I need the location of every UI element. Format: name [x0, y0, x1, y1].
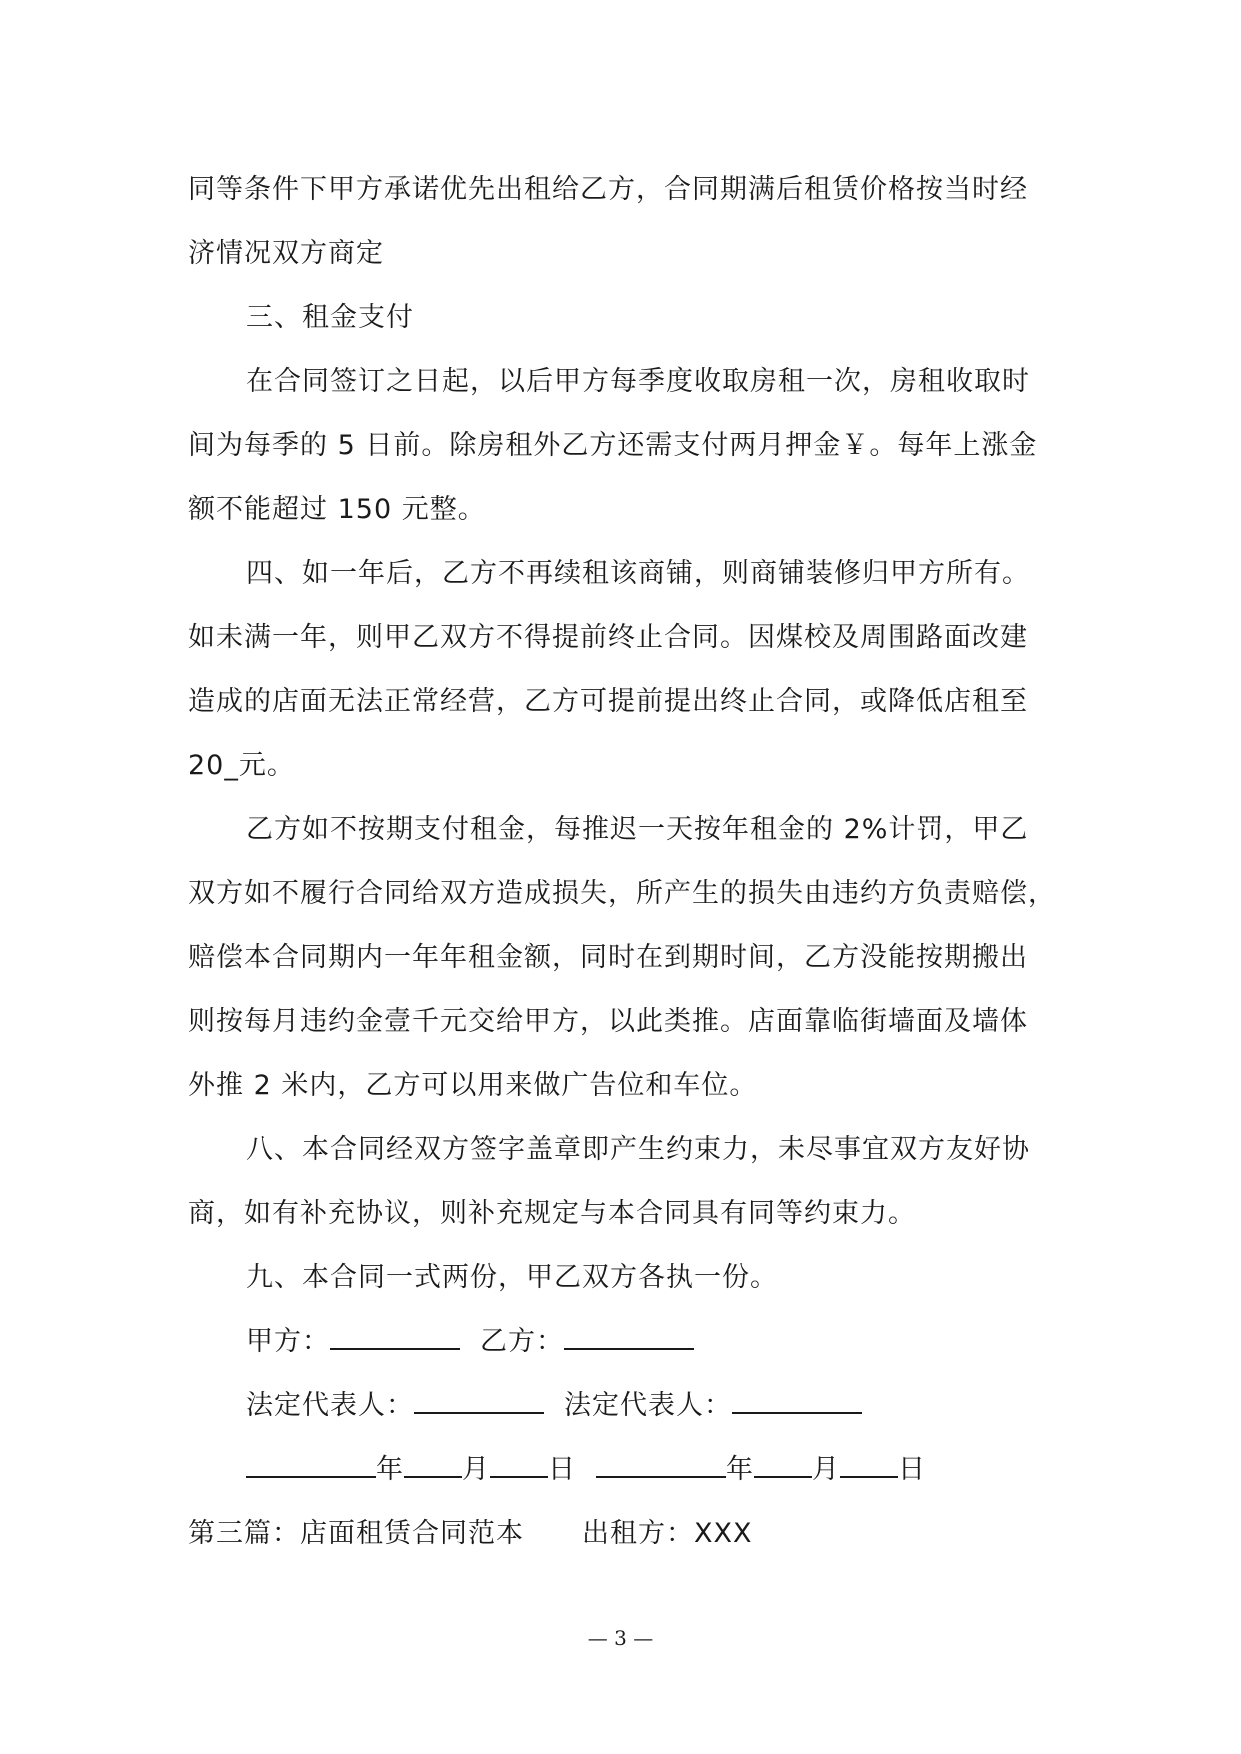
next-section-line	[188, 1502, 1068, 1566]
paragraph-rent-collection	[188, 350, 1068, 542]
paragraph-termination	[188, 542, 1068, 798]
party-a-label: 甲方：	[246, 1326, 330, 1357]
party-b-blank[interactable]	[564, 1324, 694, 1350]
text-line: 在合同签订之日起，以后甲方每季度收取房租一次，房租收取时	[246, 366, 1030, 397]
text-line: 同等条件下甲方承诺优先出租给乙方，合同期满后租赁价格按当时经	[188, 174, 1028, 205]
text-line: 20_元。	[188, 750, 295, 781]
paragraph-binding-effect	[188, 1118, 1068, 1246]
text-line: 则按每月违约金壹千元交给甲方，以此类推。店面靠临街墙面及墙体	[188, 1006, 1028, 1037]
month-b-blank[interactable]	[754, 1452, 812, 1478]
month-a-blank[interactable]	[404, 1452, 462, 1478]
text-line: 四、如一年后，乙方不再续租该商铺，则商铺装修归甲方所有。	[246, 558, 1030, 589]
text-line: 双方如不履行合同给双方造成损失，所产生的损失由违约方负责赔偿，	[188, 878, 1056, 909]
paragraph-copies	[188, 1246, 1068, 1310]
day-label: 日	[548, 1454, 576, 1485]
month-label: 月	[462, 1454, 490, 1485]
text-line: 乙方如不按期支付租金，每推迟一天按年租金的 2%计罚，甲乙	[246, 814, 1029, 845]
document-body	[188, 158, 1068, 1566]
text-line: 济情况双方商定	[188, 238, 384, 269]
text-line: 赔偿本合同期内一年年租金额，同时在到期时间，乙方没能按期搬出	[188, 942, 1028, 973]
text-line: 八、本合同经双方签字盖章即产生约束力，未尽事宜双方友好协	[246, 1134, 1030, 1165]
text-line: 造成的店面无法正常经营，乙方可提前提出终止合同，或降低店租至	[188, 686, 1028, 717]
section-heading-rent-payment	[188, 286, 1068, 350]
rep-a-label: 法定代表人：	[246, 1390, 414, 1421]
rep-a-blank[interactable]	[414, 1388, 544, 1414]
rep-b-blank[interactable]	[732, 1388, 862, 1414]
text-line: 如未满一年，则甲乙双方不得提前终止合同。因煤校及周围路面改建	[188, 622, 1028, 653]
rep-b-label: 法定代表人：	[564, 1390, 732, 1421]
year-label: 年	[376, 1454, 404, 1485]
year-b-blank[interactable]	[596, 1452, 726, 1478]
text-line: 外推 2 米内，乙方可以用来做广告位和车位。	[188, 1070, 758, 1101]
paragraph-penalty	[188, 798, 1068, 1118]
next-section-title: 第三篇：店面租赁合同范本	[188, 1518, 524, 1549]
lessor-label: 出租方：XXX	[582, 1518, 753, 1549]
text-line: 额不能超过 150 元整。	[188, 494, 486, 525]
year-label: 年	[726, 1454, 754, 1485]
page-number: — 3 —	[587, 1626, 654, 1650]
signature-dates	[188, 1438, 1068, 1502]
day-label: 日	[898, 1454, 926, 1485]
text-line: 间为每季的 5 日前。除房租外乙方还需支付两月押金￥。每年上涨金	[188, 430, 1038, 461]
day-b-blank[interactable]	[840, 1452, 898, 1478]
party-b-label: 乙方：	[480, 1326, 564, 1357]
day-a-blank[interactable]	[490, 1452, 548, 1478]
heading-text: 三、租金支付	[246, 302, 414, 333]
signature-representatives	[188, 1374, 1068, 1438]
month-label: 月	[812, 1454, 840, 1485]
year-a-blank[interactable]	[246, 1452, 376, 1478]
party-a-blank[interactable]	[330, 1324, 460, 1350]
paragraph-renewal	[188, 158, 1068, 286]
signature-parties	[188, 1310, 1068, 1374]
text-line: 商，如有补充协议，则补充规定与本合同具有同等约束力。	[188, 1198, 916, 1229]
text-line: 九、本合同一式两份，甲乙双方各执一份。	[246, 1262, 778, 1293]
